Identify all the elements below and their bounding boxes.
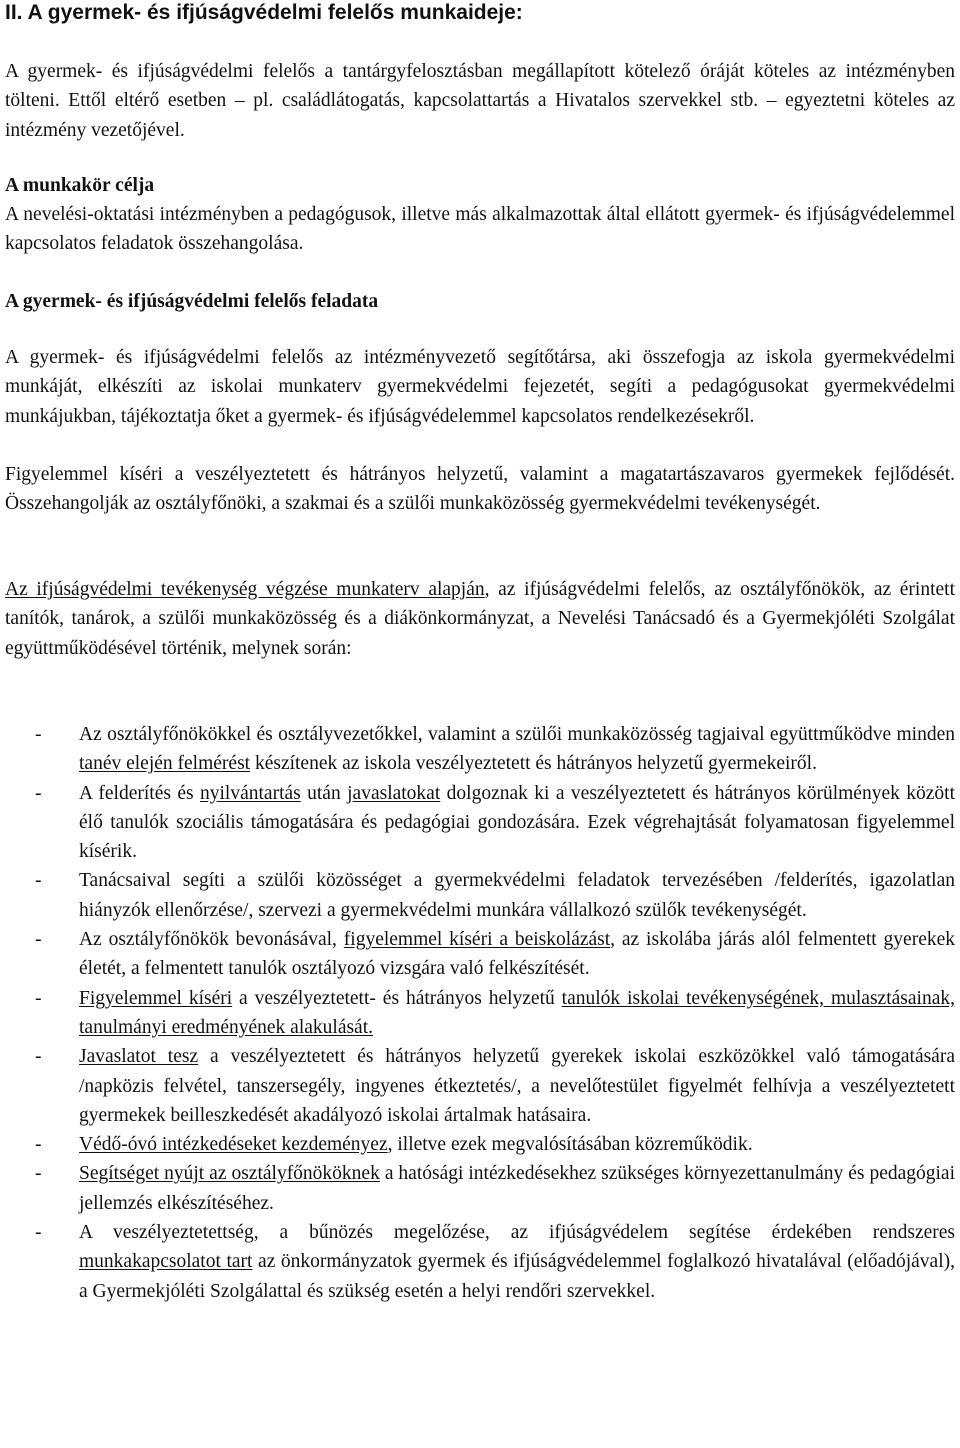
item-underlined: javaslatokat [347,782,441,804]
item-text: az önkormányzatok gyermek és ifjúságvédelemmel foglalkozó hivatalával (előadójával), a Gyermekjóléti Szolgálattal és szükség esetén a helyi rendőri szervekkel. [79,1251,955,1302]
work-paragraph [5,575,955,663]
list-item [5,866,955,925]
dash-marker: - [35,870,42,892]
item-underlined: tanév elején felmérést [79,753,251,775]
item-underlined: Segítséget nyújt az osztályfőnököknek [79,1163,380,1185]
item-text: Tanácsaival segíti a szülői közösséget a gyermekvédelmi feladatok tervezésében /felderítés, igazolatlan hiányzók ellenőrzése/, szervezi a gyermekvédelmi munkára vállalkozó szülők tevékenységét. [79,870,955,921]
list-item [5,984,955,1043]
item-text: Az osztályfőnökökkel és osztályvezetőkkel, valamint a szülői munkaközösség tagjaival együttműködve minden [79,724,955,745]
item-text: Az osztályfőnökök bevonásával, [79,929,344,951]
dash-marker: - [35,1046,42,1068]
dash-marker: - [35,724,42,745]
item-underlined: Figyelemmel kíséri [79,987,233,1009]
item-text: után [300,782,348,804]
goal-heading: A munkakör célja [5,175,155,196]
task-paragraph-2: Figyelemmel kíséri a veszélyeztetett és hátrányos helyzetű, valamint a magatartászavaros gyermekek fejlődését. Összehangolják az osztályfőnöki, a szakmai és a szülői munkaközösség gyermekvédelmi tevékenységét. [5,464,955,515]
list-item [5,1130,955,1159]
item-underlined: Védő-óvó intézkedéseket kezdeményez [79,1134,388,1156]
list-item [5,779,955,867]
list-item [5,1159,955,1218]
item-underlined: tanulók iskolai tevékenységének, mulasztásainak, tanulmányi eredményének alakulását. [79,987,955,1038]
item-underlined: figyelemmel kíséri a beiskolázást [343,929,611,951]
list-item [5,1042,955,1130]
dash-marker: - [35,1222,42,1244]
item-underlined: munkakapcsolatot tart [79,1251,253,1273]
dash-marker: - [35,782,42,804]
item-text: , illetve ezek megvalósításában közreműködik. [387,1134,753,1156]
work-rest: , az ifjúságvédelmi felelős, az osztályfőnökök, az érintett tanítók, tanárok, a szülői munkaközösség és a diákönkormányzat, a Nevelési Tanácsadó és a Gyermekjóléti Szolgálat együttműködésével történik, melynek során: [5,579,955,659]
dash-marker: - [35,1134,42,1156]
dash-marker: - [35,987,42,1009]
document-title: II. A gyermek- és ifjúságvédelmi felelős munkaideje: [5,1,523,24]
item-text: A felderítés és [79,782,201,804]
dash-marker: - [35,929,42,951]
intro-paragraph: A gyermek- és ifjúságvédelmi felelős a tantárgyfelosztásban megállapított kötelező óráját köteles az intézményben tölteni. Ettől eltérő esetben – pl. családlátogatás, kapcsolattartás a Hivatalos szervekkel stb. – egyeztetni köteles az intézmény vezetőjével. [5,61,955,141]
item-text: dolgoznak ki a veszélyeztetett és hátrányos körülmények között élő tanulók szociális támogatására és pedagógiai gondozására. Ezek végrehajtását folyamatosan figyelemmel kísérik. [79,782,956,863]
item-underlined: nyilvántartás [200,782,301,804]
list-item [5,1218,955,1306]
list-item [5,720,955,779]
task-paragraph-1: A gyermek- és ifjúságvédelmi felelős az intézményvezető segítőtársa, aki összefogja az iskola gyermekvédelmi munkáját, elkészíti az iskolai munkaterv gyermekvédelmi fejezetét, segíti a pedagógusokat gyermekvédelmi munkájukban, tájékoztatja őket a gyermek- és ifjúságvédelemmel kapcsolatos rendelkezésekről. [5,347,955,427]
item-underlined: Javaslatot tesz [79,1046,199,1068]
item-text: a veszélyeztetett és hátrányos helyzetű gyerekek iskolai eszközökkel való támogatására /napközis felvétel, tanszersegély, ingyenes étkeztetés/, a nevelőtestület figyelmét felhívja a veszélyeztetett gyermekek beilleszkedését akadályozó iskolai ártalmak hatásaira. [79,1046,955,1126]
task-heading: A gyermek- és ifjúságvédelmi felelős feladata [5,291,379,312]
item-text: készítenek az iskola veszélyeztetett és hátrányos helyzetű gyermekeiről. [250,753,817,775]
work-underlined: Az ifjúságvédelmi tevékenység végzése munkaterv alapján [5,579,485,600]
item-text: A veszélyeztetettség, a bűnözés megelőzése, az ifjúságvédelem segítése érdekében rendszeres [79,1222,955,1244]
list-item [5,925,955,984]
dash-marker: - [35,1163,42,1185]
task-list [5,720,955,1306]
item-text: a veszélyeztetett- és hátrányos helyzetű [232,987,562,1009]
goal-paragraph: A nevelési-oktatási intézményben a pedagógusok, illetve más alkalmazottak által ellátott gyermek- és ifjúságvédelemmel kapcsolatos feladatok összehangolása. [5,204,955,255]
item-text: a hatósági intézkedésekhez szükséges környezettanulmány és pedagógiai jellemzés elkészítéséhez. [79,1163,955,1214]
item-text: , az iskolába járás alól felmentett gyerekek életét, a felmentett tanulók osztályozó vizsgára való felkészítését. [79,929,956,980]
